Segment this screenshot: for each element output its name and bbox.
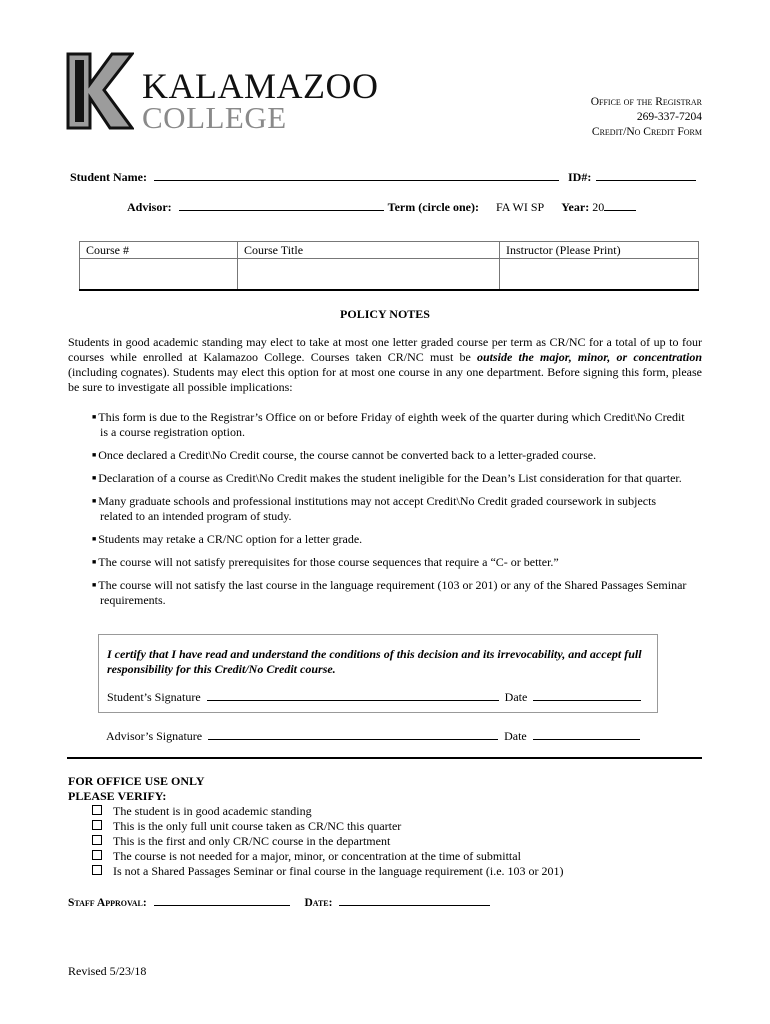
certification-text: I certify that I have read and understand the conditions of this decision and its irrevocability, and accept full responsibility for this Credit/No Credit course. (107, 647, 642, 676)
advisor-field[interactable] (179, 198, 384, 211)
office-name: Office of the Registrar (590, 96, 702, 108)
policy-intro (68, 335, 702, 395)
office-use-heading (68, 774, 205, 804)
policy-bullet-text: The course will not satisfy prerequisites for those course sequences that require a “C- or better.” (98, 555, 559, 569)
advisor-signature-field[interactable] (208, 727, 498, 740)
advisor-info-row (127, 198, 636, 215)
logo-line-kalamazoo: KALAMAZOO (142, 66, 379, 106)
checklist-item-text: This is the first and only CR/NC course in the department (113, 834, 391, 848)
course-number-cell[interactable] (80, 259, 238, 291)
student-signature-field[interactable] (207, 688, 499, 701)
checklist-item-text: This is the only full unit course taken as CR/NC this quarter (113, 819, 402, 833)
advisor-label: Advisor: (127, 200, 172, 214)
bullet-icon: ■ (92, 558, 97, 566)
policy-bullet (90, 494, 690, 524)
kalamazoo-college-logo (66, 52, 379, 135)
student-date-label: Date (504, 690, 528, 704)
checkbox[interactable] (92, 865, 102, 875)
form-name: Credit/No Credit Form (591, 126, 702, 138)
student-info-row (70, 168, 696, 185)
advisor-signature-label: Advisor’s Signature (106, 729, 203, 743)
policy-notes-title: POLICY NOTES (340, 307, 430, 321)
verification-checklist (92, 804, 564, 879)
policy-bullet-text: This form is due to the Registrar’s Office on or before Friday of eighth week of the quarter during which Credit\No Credit is a course registration option. (98, 410, 685, 439)
staff-approval-label: Staff Approval: (68, 897, 147, 909)
course-table (79, 241, 699, 291)
checklist-item (92, 849, 564, 864)
course-title-cell[interactable] (238, 259, 500, 291)
office-header (591, 95, 702, 140)
course-table-header (80, 242, 699, 259)
student-date-field[interactable] (533, 688, 641, 701)
policy-bullet (90, 410, 690, 440)
checkbox[interactable] (92, 805, 102, 815)
bullet-icon: ■ (92, 497, 97, 505)
checkbox[interactable] (92, 835, 102, 845)
bullet-icon: ■ (92, 474, 97, 482)
section-divider (67, 757, 702, 759)
advisor-signature-row (106, 727, 640, 744)
policy-intro-emphasis: outside the major, minor, or concentration (477, 350, 702, 364)
policy-bullet-text: Declaration of a course as Credit\No Credit makes the student ineligible for the Dean’s List consideration for that quarter. (98, 471, 682, 485)
checklist-item (92, 834, 564, 849)
verify-title: PLEASE VERIFY: (68, 789, 167, 803)
staff-approval-row (68, 893, 490, 909)
course-table-row (80, 259, 699, 291)
checklist-item-text: The course is not needed for a major, minor, or concentration at the time of submittal (113, 849, 521, 863)
advisor-date-label: Date (504, 729, 527, 743)
policy-intro-part1: Students in good academic standing may elect to take at most one letter graded course per term as CR/NC for a total of up to four courses while enrolled at Kalamazoo College. Courses taken CR/NC must be (68, 335, 702, 364)
instructor-header: Instructor (Please Print) (500, 242, 699, 259)
bullet-icon: ■ (92, 535, 97, 543)
office-use-title: FOR OFFICE USE ONLY (68, 774, 205, 788)
policy-bullet-list (90, 410, 690, 616)
logo-line-college: COLLEGE (142, 100, 287, 135)
advisor-date-field[interactable] (533, 727, 640, 740)
staff-approval-field[interactable] (154, 893, 290, 906)
office-phone: 269-337-7204 (636, 111, 702, 123)
bullet-icon: ■ (92, 581, 97, 589)
policy-bullet-text: Many graduate schools and professional institutions may not accept Credit\No Credit graded coursework in subjects related to an intended program of study. (98, 494, 657, 523)
bullet-icon: ■ (92, 451, 97, 459)
staff-date-field[interactable] (339, 893, 490, 906)
checklist-item (92, 864, 564, 879)
term-options[interactable]: FA WI SP (495, 200, 545, 214)
policy-bullet (90, 448, 690, 463)
course-number-header: Course # (80, 242, 238, 259)
student-signature-row (107, 688, 641, 705)
certification-box (98, 634, 658, 713)
staff-date-label: Date: (304, 897, 333, 909)
checklist-item-text: The student is in good academic standing (113, 804, 312, 818)
checkbox[interactable] (92, 820, 102, 830)
student-signature-label: Student’s Signature (107, 690, 201, 704)
term-label: Term (circle one): (387, 200, 479, 214)
revision-note: Revised 5/23/18 (68, 964, 147, 978)
policy-bullet (90, 471, 690, 486)
checklist-item (92, 819, 564, 834)
id-label: ID#: (568, 170, 592, 184)
year-field[interactable] (604, 198, 636, 211)
policy-intro-part2: (including cognates). Students may elect this option for at most one course in any one department. Before signing this form, please be sure to investigate all possible implications: (68, 365, 702, 394)
bullet-icon: ■ (92, 413, 97, 421)
year-label: Year: (561, 200, 590, 214)
checkbox[interactable] (92, 850, 102, 860)
policy-bullet (90, 555, 690, 570)
policy-bullet-text: Once declared a Credit\No Credit course, the course cannot be converted back to a letter-graded course. (98, 448, 597, 462)
student-name-field[interactable] (154, 168, 559, 181)
policy-bullet (90, 532, 690, 547)
instructor-cell[interactable] (500, 259, 699, 291)
id-field[interactable] (596, 168, 696, 181)
course-title-header: Course Title (238, 242, 500, 259)
policy-bullet-text: The course will not satisfy the last course in the language requirement (103 or 201) or any of the Shared Passages Seminar requirements. (98, 578, 687, 607)
policy-bullet-text: Students may retake a CR/NC option for a letter grade. (98, 532, 363, 546)
policy-bullet (90, 578, 690, 608)
year-prefix: 20 (592, 200, 605, 214)
checklist-item (92, 804, 564, 819)
k-logo-mark (66, 52, 134, 130)
student-name-label: Student Name: (70, 170, 147, 184)
checklist-item-text: Is not a Shared Passages Seminar or final course in the language requirement (i.e. 103 or 201) (113, 864, 564, 878)
